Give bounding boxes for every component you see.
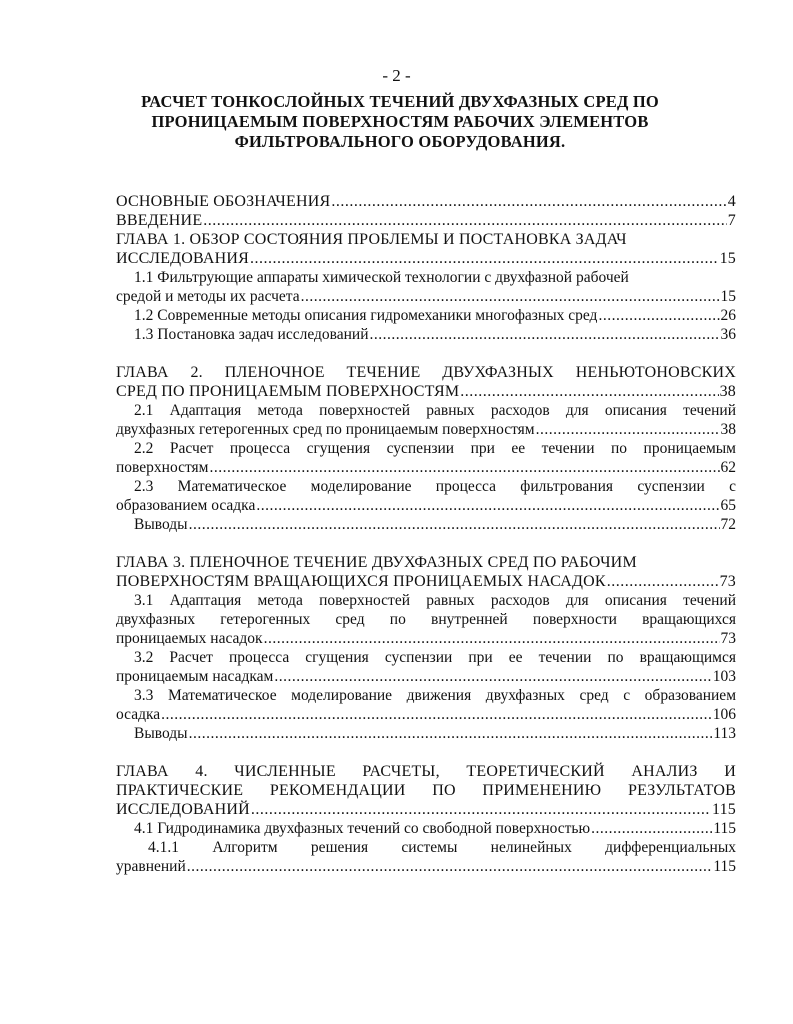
toc-chapter-line: ГЛАВА 4. ЧИСЛЕННЫЕ РАСЧЕТЫ, ТЕОРЕТИЧЕСКИЙ АНАЛИЗ И [116, 763, 736, 780]
toc-section-line: 4.1 Гидродинамика двухфазных течений со свободной поверхностью [134, 820, 591, 837]
toc-page-number: 38 [719, 383, 736, 400]
toc-section-line: осадка [116, 706, 161, 723]
title-line-1: РАСЧЕТ ТОНКОСЛОЙНЫХ ТЕЧЕНИЙ ДВУХФАЗНЫХ СРЕД ПО [141, 92, 659, 111]
toc-page-number: 4 [727, 193, 736, 210]
toc-chapter-line: ГЛАВА 3. ПЛЕНОЧНОЕ ТЕЧЕНИЕ ДВУХФАЗНЫХ СРЕД ПО РАБОЧИМ [116, 554, 637, 571]
toc-section-2-1[interactable] [116, 401, 736, 439]
toc-page-number: 62 [720, 459, 736, 476]
toc-section-1-2[interactable] [116, 306, 736, 325]
toc-page-number: 113 [713, 725, 736, 742]
dot-leader [264, 629, 720, 648]
toc-page-number: 103 [712, 668, 736, 685]
toc-chapter-line: ПРАКТИЧЕСКИЕ РЕКОМЕНДАЦИИ ПО ПРИМЕНЕНИЮ РЕЗУЛЬТАТОВ [116, 782, 736, 799]
toc-chapter-line: ГЛАВА 2. ПЛЕНОЧНОЕ ТЕЧЕНИЕ ДВУХФАЗНЫХ НЕНЬЮТОНОВСКИХ [116, 364, 736, 381]
document-title [100, 92, 700, 152]
dot-leader [536, 420, 720, 439]
dot-leader [189, 515, 720, 534]
toc-page-number: 65 [720, 497, 736, 514]
toc-section-line: поверхностям [116, 459, 209, 476]
dot-leader [187, 857, 713, 876]
toc-section-3-3[interactable] [116, 686, 736, 724]
dot-leader [161, 705, 712, 724]
toc-section-1-3[interactable] [116, 325, 736, 344]
toc-conclusions-2[interactable] [116, 515, 736, 534]
dot-leader [209, 458, 719, 477]
toc-page-number: 15 [720, 288, 736, 305]
toc-chapter-line: ГЛАВА 1. ОБЗОР СОСТОЯНИЯ ПРОБЛЕМЫ И ПОСТАНОВКА ЗАДАЧ [116, 231, 627, 248]
dot-leader [607, 572, 719, 591]
toc-section-1-1[interactable] [116, 268, 736, 306]
toc-section-line: Выводы [134, 516, 188, 533]
toc-page-number: 115 [711, 801, 736, 818]
toc-chapter-line: ИССЛЕДОВАНИЙ [116, 801, 250, 818]
toc-section-line: 2.2 Расчет процесса сгущения суспензии при ее течении по проницаемым [134, 440, 736, 457]
toc-section-2-3[interactable] [116, 477, 736, 515]
toc-chapter-line: ИССЛЕДОВАНИЯ [116, 250, 249, 267]
dot-leader [203, 211, 727, 230]
toc-section-line: двухфазных гетерогенных сред по проницаемым поверхностям [116, 421, 535, 438]
toc-page-number: 106 [712, 706, 736, 723]
toc-section-line: 2.1 Адаптация метода поверхностей равных расходов для описания течений [134, 402, 736, 419]
dot-leader [301, 287, 720, 306]
page-number: - 2 - [382, 66, 411, 85]
dot-leader [370, 325, 720, 344]
toc-page-number: 36 [720, 326, 736, 343]
title-line-2: ПРОНИЦАЕМЫМ ПОВЕРХНОСТЯМ РАБОЧИХ ЭЛЕМЕНТОВ [151, 112, 649, 131]
table-of-contents [116, 192, 736, 876]
toc-entry-intro[interactable] [116, 211, 736, 230]
dot-leader [251, 800, 711, 819]
toc-section-line: двухфазных гетерогенных сред по внутренней поверхности вращающихся [116, 611, 736, 628]
toc-page-number: 115 [713, 858, 736, 875]
toc-section-line: 2.3 Математическое моделирование процесса фильтрования суспензии с [134, 478, 736, 495]
title-line-3: ФИЛЬТРОВАЛЬНОГО ОБОРУДОВАНИЯ. [234, 132, 566, 151]
toc-section-3-1[interactable] [116, 591, 736, 648]
toc-chapter-3[interactable] [116, 553, 736, 591]
toc-section-line: Выводы [134, 725, 188, 742]
dot-leader [256, 496, 719, 515]
toc-page-number: 115 [713, 820, 736, 837]
toc-section-line: уравнений [116, 858, 186, 875]
dot-leader [274, 667, 711, 686]
toc-section-line: проницаемых насадок [116, 630, 263, 647]
toc-section-line: проницаемым насадкам [116, 668, 274, 685]
toc-section-line: 3.3 Математическое моделирование движения двухфазных сред с образованием [134, 687, 736, 704]
toc-section-line: 3.2 Расчет процесса сгущения суспензии при ее течении по вращающимся [134, 649, 736, 666]
toc-page-number: 7 [727, 212, 736, 229]
toc-section-line: 1.1 Фильтрующие аппараты химической технологии с двухфазной рабочей [134, 269, 629, 286]
toc-section-line: средой и методы их расчета [116, 288, 300, 305]
toc-conclusions-3[interactable] [116, 724, 736, 743]
toc-page-number: 73 [720, 630, 736, 647]
dot-leader [189, 724, 713, 743]
dot-leader [591, 819, 712, 838]
toc-section-line: образованием осадка [116, 497, 256, 514]
toc-page-number: 73 [719, 573, 736, 590]
toc-chapter-4[interactable] [116, 762, 736, 819]
toc-chapter-1[interactable] [116, 230, 736, 268]
toc-chapter-line: СРЕД ПО ПРОНИЦАЕМЫМ ПОВЕРХНОСТЯМ [116, 383, 460, 400]
toc-section-line: 1.2 Современные методы описания гидромеханики многофазных сред [134, 307, 598, 324]
toc-section-line: 3.1 Адаптация метода поверхностей равных расходов для описания течений [134, 592, 736, 609]
toc-entry-text: ВВЕДЕНИЕ [116, 212, 203, 229]
toc-section-2-2[interactable] [116, 439, 736, 477]
toc-section-3-2[interactable] [116, 648, 736, 686]
toc-section-4-1-1[interactable] [116, 838, 736, 876]
dot-leader [331, 192, 726, 211]
toc-entry-notation[interactable] [116, 192, 736, 211]
dot-leader [598, 306, 719, 325]
dot-leader [460, 382, 718, 401]
toc-page-number: 38 [720, 421, 736, 438]
toc-section-line: 4.1.1 Алгоритм решения системы нелинейных дифференциальных [148, 839, 736, 856]
toc-chapter-line: ПОВЕРХНОСТЯМ ВРАЩАЮЩИХСЯ ПРОНИЦАЕМЫХ НАСАДОК [116, 573, 606, 590]
dot-leader [250, 249, 719, 268]
toc-page-number: 15 [719, 250, 736, 267]
toc-section-line: 1.3 Постановка задач исследований [134, 326, 369, 343]
toc-section-4-1[interactable] [116, 819, 736, 838]
toc-chapter-2[interactable] [116, 363, 736, 401]
toc-entry-text: ОСНОВНЫЕ ОБОЗНАЧЕНИЯ [116, 193, 331, 210]
toc-page-number: 26 [720, 307, 736, 324]
toc-page-number: 72 [720, 516, 736, 533]
